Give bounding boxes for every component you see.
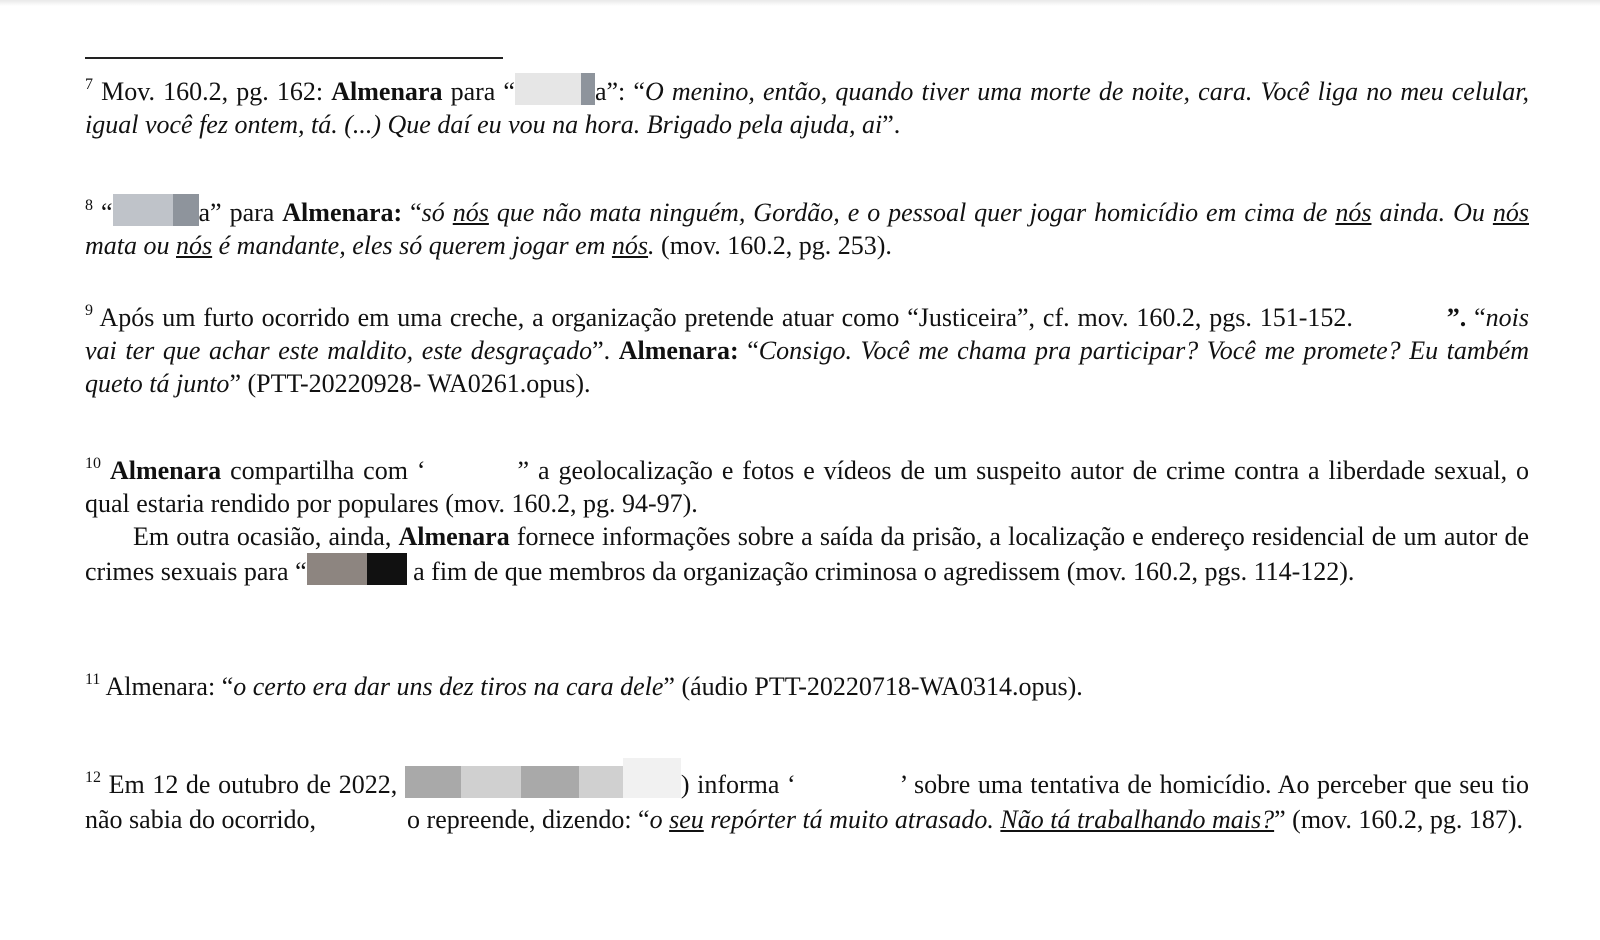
redaction-block (173, 194, 199, 226)
bold-name: Almenara: (618, 336, 739, 365)
redaction-block (515, 73, 581, 105)
redaction-block (323, 801, 401, 833)
redaction-block (581, 73, 595, 105)
footnote-number: 12 (85, 769, 101, 786)
footnote-10: $^{10}$ Almenara compartilha com ‘ ” a geolocalização e fotos e vídeos de um suspeito autor de crime contra a liberdade sexual, o qual estaria rendido por populares (mov. 160.2, pg. 94-97). Em outra ocasião, ainda, Almenara fornece informações sobre a saída da prisão, a localização e endereço residencial de um autor de crimes sexuais para “ a fim de que membros da organização criminosa o agredissem (mov. 160.2, pgs. 114-122). (85, 452, 1529, 588)
top-shadow (0, 0, 1600, 6)
redaction-block (796, 766, 900, 798)
footnote-12: $^{12}$ Em 12 de outubro de 2022, ) informa ‘ ’ sobre uma tentativa de homicídio. Ao perceber que seu tio não sabia do ocorrido, o repreende, dizendo: “o seu repórter tá muito atrasado. Não tá trabalhando mais?” (mov. 160.2, pg. 187). (85, 758, 1529, 836)
footnote-8: $^8$ “ a” para Almenara: “só nós que não mata ninguém, Gordão, e o pessoal quer jogar homicídio em cima de nós ainda. Ou nós mata ou nós é mandante, eles só querem jogar em nós. (mov. 160.2, pg. 253). (85, 194, 1529, 262)
redaction-block (113, 194, 173, 226)
footnote-separator-rule (85, 57, 503, 59)
bold-name: Almenara (398, 522, 510, 551)
footnote-9: $^9$ Após um furto ocorrido em uma creche, a organização pretende atuar como “Justiceira”, cf. mov. 160.2, pgs. 151-152. ”. “nois vai ter que achar este maldito, este desgraçado”. Almenara: “Consigo. Você me chama pra participar? Você me promete? Eu também queto tá junto” (PTT-20220928- WA0261.opus). (85, 299, 1529, 400)
redaction-block (426, 452, 518, 484)
redaction-block (521, 766, 579, 798)
footnote-number: 11 (85, 671, 101, 688)
redaction-block (1361, 299, 1447, 331)
redaction-block (623, 758, 681, 798)
bold-name: Almenara (109, 456, 222, 485)
footnote-11: $^{11}$ Almenara: “o certo era dar uns dez tiros na cara dele” (áudio PTT-20220718-WA0314.opus). (85, 671, 1083, 701)
redaction-block (579, 766, 623, 798)
redaction-block (367, 553, 407, 585)
redaction-block (405, 766, 461, 798)
bold-name: Almenara (331, 77, 443, 106)
footnote-number: 8 (85, 197, 93, 214)
redaction-block (307, 553, 367, 585)
footnote-number: 10 (85, 455, 101, 472)
footnote-number: 9 (85, 302, 93, 319)
redaction-block (461, 766, 521, 798)
footnote-7: $^7$ Mov. 160.2, pg. 162: Almenara para “ a”: “O menino, então, quando tiver uma morte de noite, cara. Você liga no meu celular, igual você fez ontem, tá. (...) Que daí eu vou na hora. Brigado pela ajuda, ai”. (85, 73, 1529, 141)
bold-name: Almenara: (282, 198, 403, 227)
footnote-number: 7 (85, 76, 93, 93)
